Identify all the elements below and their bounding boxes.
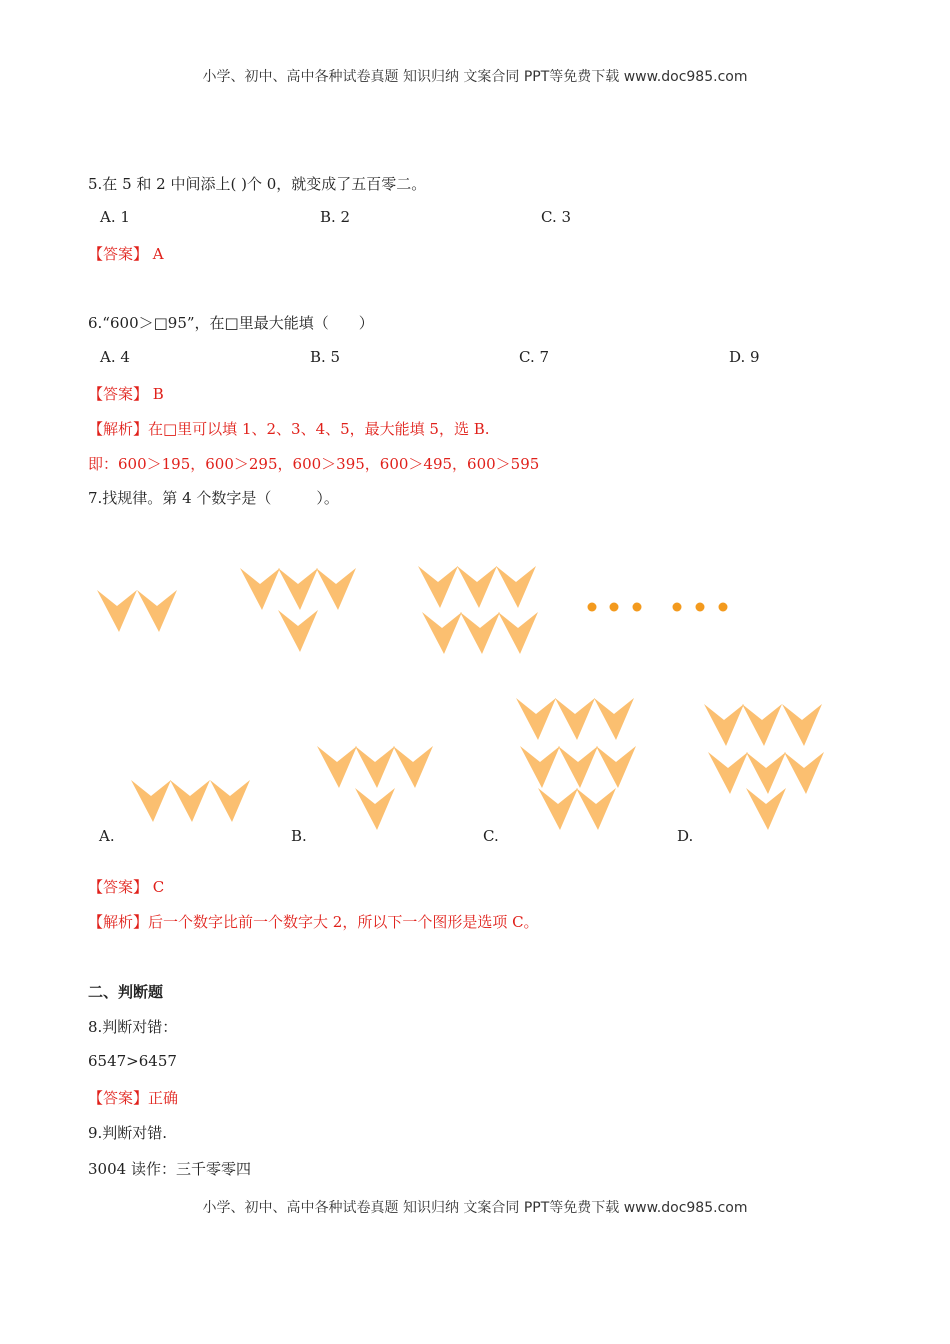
q6-option-d: D. 9 [729,348,760,366]
q5-option-b: B. 2 [320,208,351,226]
q7-analysis: 【解析】后一个数字比前一个数字大 2，所以下一个图形是选项 C。 [88,913,539,931]
q7-option-d-label: D. [677,827,694,845]
option-d-arrow [742,704,782,746]
option-b-arrow [393,746,433,788]
page-header: 小学、初中、高中各种试卷真题 知识归纳 文案合同 PPT等免费下载 www.doc985.com [202,69,748,85]
option-d-arrow [784,752,824,794]
ellipsis-dot [673,603,682,612]
question-8-stem: 8.判断对错： [88,1018,178,1036]
sequence-3-arrow [457,566,497,608]
option-d-arrow [708,752,748,794]
section-title: 二、判断题 [88,983,164,1001]
sequence-3-arrow [460,612,500,654]
option-c-arrow [520,746,560,788]
question-5-stem: 5.在 5 和 2 中间添上( )个 0，就变成了五百零二。 [88,175,427,193]
ellipsis-dot [588,603,597,612]
option-b-arrow [317,746,357,788]
question-6-stem: 6.“600＞□95”，在□里最大能填（ ） [88,314,374,332]
q7-option-c-label: C. [483,827,499,845]
sequence-2-arrow [316,568,356,610]
option-a-arrow [210,780,250,822]
ellipsis-dot [633,603,642,612]
option-a-arrow [131,780,171,822]
option-d-arrow [782,704,822,746]
option-c-arrow [516,698,556,740]
ellipsis-dot [610,603,619,612]
option-d-arrow [746,788,786,830]
option-a-arrow [170,780,210,822]
ellipsis-dot [719,603,728,612]
sequence-3-arrow [422,612,462,654]
question-7-stem: 7.找规律。第 4 个数字是（ ）。 [88,489,339,507]
option-d-arrow [704,704,744,746]
sequence-2-arrow [278,568,318,610]
sequence-1-arrow [97,590,137,632]
ellipsis-dot [696,603,705,612]
sequence-3-arrow [496,566,536,608]
sequence-2-arrow [278,610,318,652]
q6-answer: 【答案】 B [88,385,164,403]
q6-analysis-detail: 即：600＞195，600＞295，600＞395，600＞495，600＞595 [88,455,540,473]
q7-answer: 【答案】 C [88,878,165,896]
sequence-2-arrow [240,568,280,610]
option-c-arrow [558,746,598,788]
q5-option-a: A. 1 [100,208,130,226]
sequence-3-arrow [418,566,458,608]
q7-option-b-label: B. [291,827,307,845]
q5-option-c: C. 3 [541,208,572,226]
option-c-arrow [576,788,616,830]
option-b-arrow [355,746,395,788]
q6-option-b: B. 5 [310,348,341,366]
question-9-content: 3004 读作：三千零零四 [88,1160,251,1178]
option-c-arrow [594,698,634,740]
q5-answer: 【答案】 A [88,245,164,263]
pattern-figure [0,540,950,860]
option-b-arrow [355,788,395,830]
option-c-arrow [555,698,595,740]
q6-option-c: C. 7 [519,348,550,366]
option-c-arrow [538,788,578,830]
question-8-content: 6547>6457 [88,1052,177,1070]
question-9-stem: 9.判断对错. [88,1124,168,1142]
q6-analysis: 【解析】在□里可以填 1、2、3、4、5，最大能填 5，选 B. [88,420,490,438]
q6-option-a: A. 4 [100,348,130,366]
q8-answer: 【答案】正确 [88,1089,179,1107]
option-c-arrow [596,746,636,788]
option-d-arrow [746,752,786,794]
q7-option-a-label: A. [99,827,115,845]
sequence-3-arrow [498,612,538,654]
page-footer: 小学、初中、高中各种试卷真题 知识归纳 文案合同 PPT等免费下载 www.doc985.com [202,1200,748,1216]
sequence-1-arrow [137,590,177,632]
